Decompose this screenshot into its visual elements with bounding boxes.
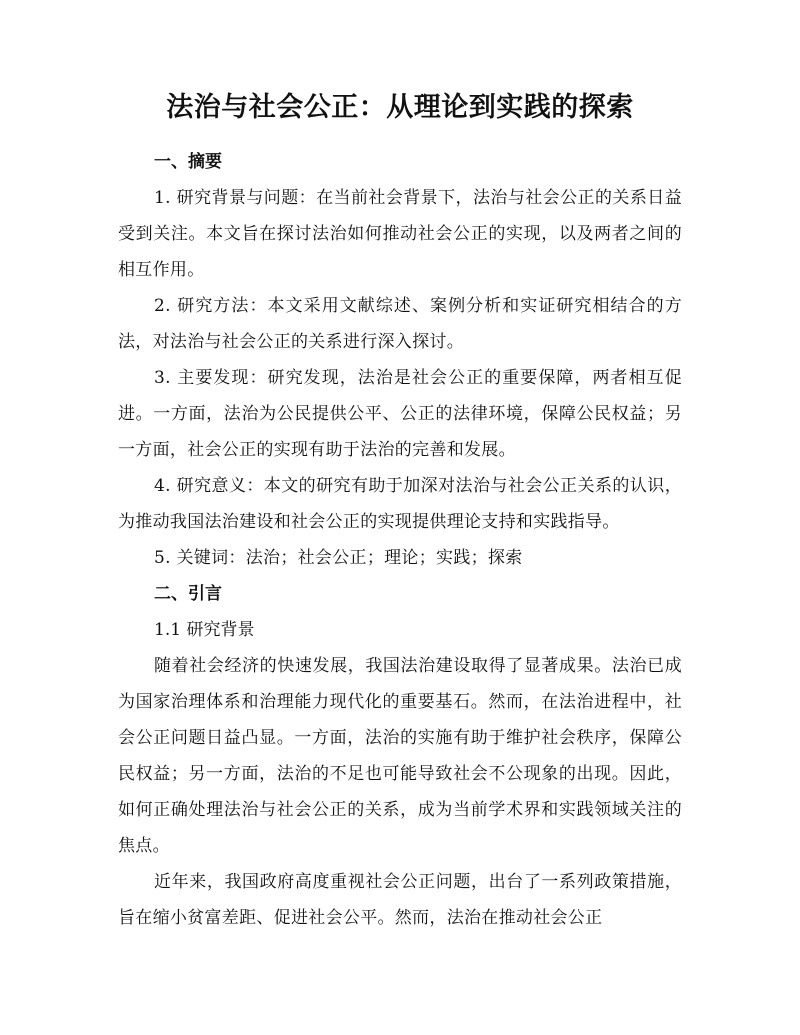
- subsection-heading-background: 1.1 研究背景: [154, 620, 255, 640]
- intro-paragraph: 近年来，我国政府高度重视社会公正问题，出台了一系列政策措施，旨在缩小贫富差距、促进社会公平。然而，法治在推动社会公正: [118, 872, 682, 928]
- abstract-item-background: 1. 研究背景与问题：在当前社会背景下，法治与社会公正的关系日益受到关注。本文旨在探讨法治如何推动社会公正的实现，以及两者之间的相互作用。: [118, 188, 682, 280]
- abstract-item-keywords: 5. 关键词：法治；社会公正；理论；实践；探索: [154, 548, 523, 568]
- intro-paragraph: 随着社会经济的快速发展，我国法治建设取得了显著成果。法治已成为国家治理体系和治理能力现代化的重要基石。然而，在法治进程中，社会公正问题日益凸显。一方面，法治的实施有助于维护社会秩序，保障公民权益；另一方面，法治的不足也可能导致社会不公现象的出现。因此，如何正确处理法治与社会公正的关系，成为当前学术界和实践领域关注的焦点。: [118, 656, 682, 856]
- document-title: 法治与社会公正：从理论到实践的探索: [166, 92, 634, 123]
- section-heading-abstract: 一、摘要: [154, 152, 222, 172]
- abstract-item-method: 2. 研究方法：本文采用文献综述、案例分析和实证研究相结合的方法，对法治与社会公正的关系进行深入探讨。: [118, 296, 682, 352]
- section-heading-introduction: 二、引言: [154, 584, 222, 604]
- abstract-item-significance: 4. 研究意义：本文的研究有助于加深对法治与社会公正关系的认识，为推动我国法治建设和社会公正的实现提供理论支持和实践指导。: [118, 476, 682, 532]
- abstract-item-findings: 3. 主要发现：研究发现，法治是社会公正的重要保障，两者相互促进。一方面，法治为公民提供公平、公正的法律环境，保障公民权益；另一方面，社会公正的实现有助于法治的完善和发展。: [118, 368, 682, 460]
